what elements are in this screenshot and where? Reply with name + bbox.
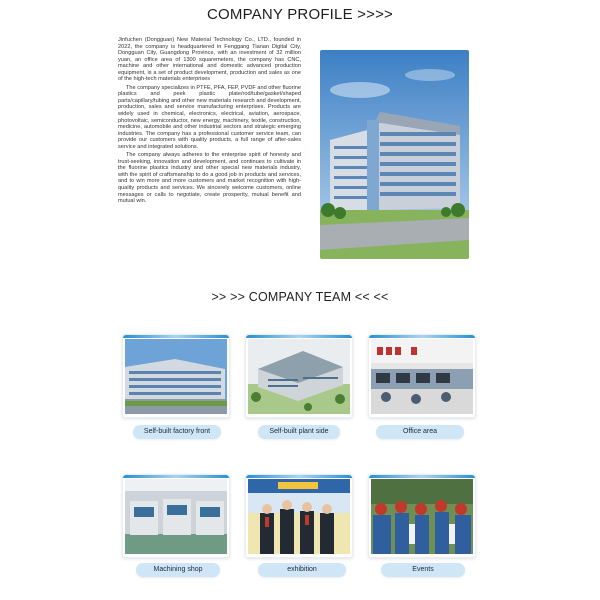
machining-shop-photo <box>125 479 227 554</box>
headquarters-building-photo <box>320 50 469 259</box>
team-card-factory-front <box>122 334 230 418</box>
factory-front-photo <box>125 339 227 414</box>
caption-office-area: Office area <box>376 425 464 439</box>
caption-exhibition: exhibition <box>258 563 346 577</box>
card-stripe <box>123 335 229 338</box>
caption-factory-front: Self-built factory front <box>133 425 221 439</box>
company-profile-heading: COMPANY PROFILE >>>> <box>206 6 393 23</box>
caption-machining-shop: Machining shop <box>136 563 220 577</box>
team-card-events <box>368 474 476 558</box>
profile-paragraph: Jinfuchen (Dongguan) New Material Technology Co., LTD., founded in 2022, the company is headquartered in Fenggang Tianan Digital City, Dongguan City, Guangdong Province, with an investment of 32 million yuan, an office area of 1300 squaremeters, the company has CNC, machine and other international and domestic advanced production equipment, is a set of product development, production and sales as one of the high-tech materials enterprises <box>118 37 301 83</box>
events-photo <box>371 479 473 554</box>
card-stripe <box>369 335 475 338</box>
card-stripe <box>369 475 475 478</box>
company-profile-text <box>118 37 301 207</box>
caption-plant-side: Self-built plant side <box>258 425 340 439</box>
card-stripe <box>123 475 229 478</box>
team-card-plant-side <box>245 334 353 418</box>
profile-paragraph: The company always adheres to the enterprise spirit of honesty and trust-seeking, innovation and development, and continues to cultivate in the fluorine plastics industry and other special new materials industry, with the spirit of craftsmanship to do a good job in products and services, and to win more and more customers and market recognition with high-quality products and services. We sincerely welcome customers, online messages or calls to negotiate, create prosperity, mutual benefit and mutual win. <box>118 152 301 205</box>
company-team-heading: >> >> COMPANY TEAM << << <box>211 290 389 304</box>
exhibition-photo <box>248 479 350 554</box>
plant-side-photo <box>248 339 350 414</box>
profile-paragraph: The company specializes in PTFE, PFA, FEP, PVDF and other fluorine plastics and peek plastic plate/rod/tube/gasket/shaped parts/capillary/tubing and other new materials research and development, production, sales and service manufacturing enterprises. Products are widely used in chemical, electronics, electrical, aviation, aerospace, photovoltaic, semiconductor, new energy, machinery, textile, construction, medicine, automobile and other industrial sectors and strategic emerging industries. The company has a professional customer service team, can provide our customers with quality products, a full range of after-sales service and integrated solutions. <box>118 84 301 150</box>
card-stripe <box>246 475 352 478</box>
caption-events: Events <box>381 563 465 577</box>
team-card-machining-shop <box>122 474 230 558</box>
office-area-photo <box>371 339 473 414</box>
team-card-office-area <box>368 334 476 418</box>
card-stripe <box>246 335 352 338</box>
team-card-exhibition <box>245 474 353 558</box>
